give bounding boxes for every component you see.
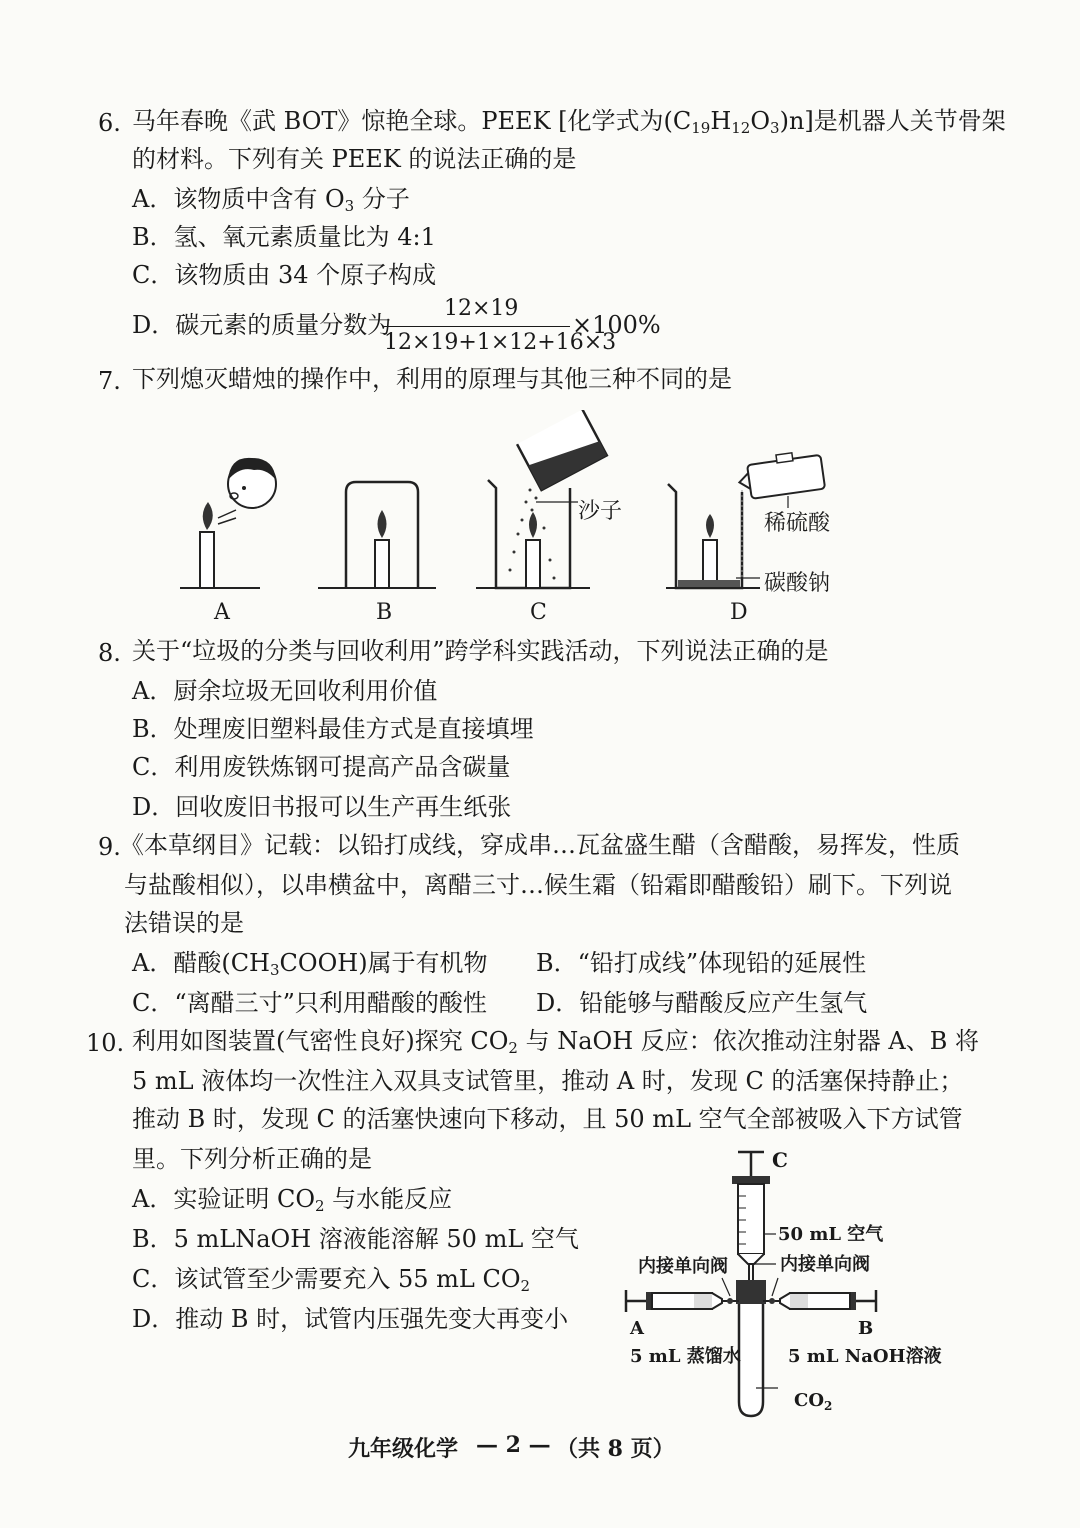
syringe-c — [732, 1152, 776, 1280]
q7-label-sand: 沙子 — [578, 499, 623, 524]
figure-b-bell-jar — [318, 482, 436, 588]
q6-number: 6. — [98, 109, 121, 137]
q7-label-acid: 稀硫酸 — [764, 511, 831, 536]
q9-option-a: A．醋酸$(CH_3COOH)$属于有机物 — [132, 949, 488, 979]
q10-stem-line2: 5 mL 液体均一次性注入双具支试管里，推动 A 时，发现 C 的活塞保持静止； — [132, 1067, 964, 1095]
syringe-a — [626, 1278, 739, 1312]
q7-number: 7. — [98, 367, 121, 395]
figure-a-blowing — [180, 458, 276, 588]
q6-option-c: C．该物质由 34 个原子构成 — [132, 261, 437, 289]
q10-label-water: 5 mL 蒸馏水 — [630, 1346, 741, 1367]
q10-stem-line3: 推动 B 时，发现 C 的活塞快速向下移动，且 50 mL 空气全部被吸入下方试管 — [132, 1105, 963, 1133]
q10-label-valve-right: 内接单向阀 — [780, 1254, 870, 1275]
footer-subject: 九年级化学 — [348, 1436, 459, 1462]
q7-label-a: A — [214, 600, 230, 625]
q10-option-a: A．实验证明 $CO_2$ 与水能反应 — [132, 1185, 453, 1215]
fraction-bar — [384, 326, 570, 327]
q8-number: 8. — [98, 639, 121, 667]
q7-label-c: C — [530, 600, 547, 625]
fraction-denominator: 12×19+1×12+16×3 — [384, 330, 617, 355]
q10-label-b: B — [858, 1318, 874, 1339]
q7-stem: 下列熄灭蜡烛的操作中，利用的原理与其他三种不同的是 — [132, 365, 732, 393]
q10-option-d: D．推动 B 时，试管内压强先变大再变小 — [132, 1305, 569, 1333]
q9-stem-line2: 与盐酸相似），以串横盆中，离醋三寸…候生霜（铅霜即醋酸铅）刷下。下列说 — [124, 871, 952, 899]
q10-label-a: A — [630, 1318, 644, 1339]
q9-stem-line3: 法错误的是 — [124, 909, 244, 937]
syringe-b — [763, 1278, 876, 1312]
q10-label-co2: $CO_2$ — [794, 1390, 833, 1413]
q10-label-c: C — [772, 1148, 788, 1172]
q9-option-b: B．“铅打成线”体现铅的延展性 — [536, 949, 867, 977]
q6-stem-line2: 的材料。下列有关 PEEK 的说法正确的是 — [132, 145, 577, 173]
fraction-numerator: 12×19 — [444, 296, 519, 321]
q8-option-b: B．处理废旧塑料最佳方式是直接填埋 — [132, 715, 534, 743]
q10-apparatus-figure — [618, 1140, 918, 1426]
q9-number: 9. — [98, 833, 121, 861]
q8-stem: 关于“垃圾的分类与回收利用”跨学科实践活动，下列说法正确的是 — [132, 637, 829, 665]
q10-option-b: B．5 mLNaOH 溶液能溶解 50 mL 空气 — [132, 1225, 579, 1253]
q10-option-c: C．该试管至少需要充入 55 mL $CO_2$ — [132, 1265, 531, 1295]
q7-label-b: B — [376, 600, 393, 625]
footer-page-number: — 2 — — [476, 1432, 551, 1458]
q8-option-c: C．利用废铁炼钢可提高产品含碳量 — [132, 753, 511, 781]
q8-option-d: D．回收废旧书报可以生产再生纸张 — [132, 793, 512, 821]
q10-label-air: 50 mL 空气 — [778, 1224, 884, 1245]
q9-option-c: C．“离醋三寸”只利用醋酸的酸性 — [132, 989, 487, 1017]
q10-stem-line1: 利用如图装置(气密性良好)探究 $CO_2$ 与 NaOH 反应：依次推动注射器 A、B 将 — [132, 1027, 979, 1057]
q10-number: 10. — [86, 1029, 125, 1057]
q10-stem-line4: 里。下列分析正确的是 — [132, 1145, 372, 1173]
q6-option-d-prefix: D．碳元素的质量分数为 — [132, 311, 392, 339]
q7-label-carbonate: 碳酸钠 — [764, 571, 831, 596]
q6-option-d-suffix: ×100% — [572, 311, 661, 339]
q10-label-valve-left: 内接单向阀 — [638, 1256, 728, 1277]
q9-option-d: D．铅能够与醋酸反应产生氢气 — [536, 989, 868, 1017]
q7-label-d: D — [730, 600, 748, 625]
q8-option-a: A．厨余垃圾无回收利用价值 — [132, 677, 438, 705]
q9-stem-line1: 《本草纲目》记载：以铅打成线，穿成串…瓦盆盛生醋（含醋酸，易挥发，性质 — [120, 831, 960, 859]
q6-option-a: A．该物质中含有 $O_3$ 分子 — [132, 185, 410, 215]
q10-label-naoh: 5 mL NaOH溶液 — [788, 1346, 942, 1367]
q6-stem-line1: 马年春晚《武 BOT》惊艳全球。PEEK [化学式为$(C_{19}H_{12}O_3)n$]是机器人关节骨架 — [132, 107, 1006, 137]
q6-option-b: B．氢、氧元素质量比为 4:1 — [132, 223, 436, 251]
footer-total-pages: （共 8 页） — [556, 1436, 675, 1462]
